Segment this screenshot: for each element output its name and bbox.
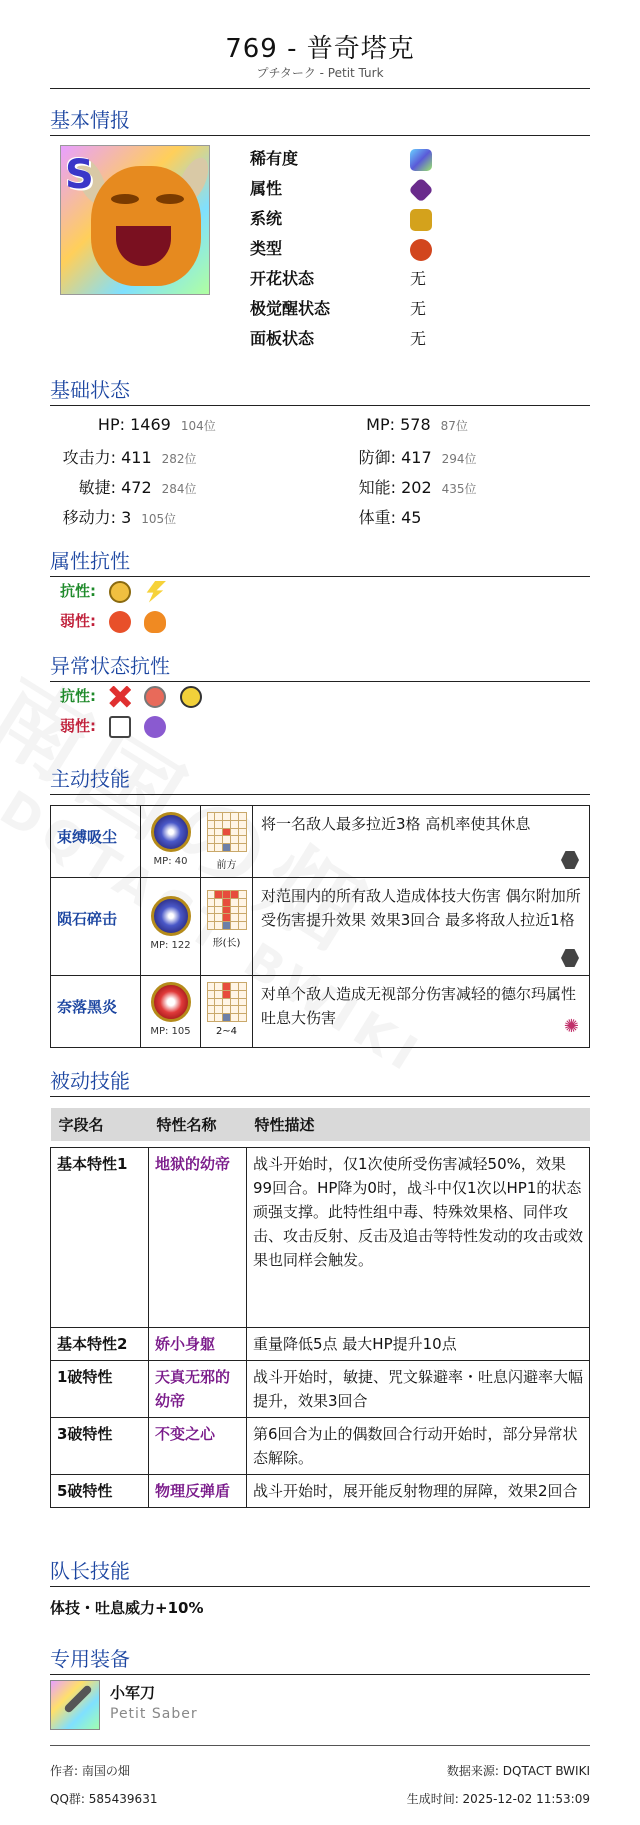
skill-mp: MP: 122 [150, 940, 191, 951]
stat-defense: 防御: 417 294位 [358, 448, 477, 467]
element-dark-icon [408, 177, 433, 202]
skill-orb-icon [151, 896, 191, 936]
passive-desc: 战斗开始时，展开能反射物理的屏障，效果2回合 [247, 1474, 590, 1507]
stat-move: 移动力: 3 105位 [62, 508, 177, 527]
stat-weight: 体重: 45 [358, 508, 422, 527]
system-crown-icon [410, 209, 432, 231]
passive-row [51, 1474, 590, 1507]
passive-field: 3破特性 [51, 1417, 149, 1474]
passive-name: 娇小身躯 [149, 1327, 247, 1360]
confusion-icon [144, 686, 166, 708]
passive-row [51, 1327, 590, 1360]
page-subtitle: プチターク - Petit Turk [256, 66, 384, 80]
equipment-name: 小军刀 [110, 1684, 156, 1702]
passive-row [51, 1360, 590, 1417]
range-grid-icon [207, 890, 247, 930]
passive-field: 1破特性 [51, 1360, 149, 1417]
skill-desc: 将一名敌人最多拉近3格 高机率使其休息 [261, 815, 531, 833]
neutral-element-icon [561, 949, 579, 967]
page-title: 769 - 普奇塔克 [225, 34, 415, 64]
passive-name: 天真无邪的幼帝 [149, 1360, 247, 1417]
active-skills-table [50, 805, 590, 1048]
stat-hp: HP: 1469 104位 [97, 415, 216, 434]
passive-field: 5破特性 [51, 1474, 149, 1507]
passive-header [51, 1108, 590, 1141]
type-attack-icon [410, 239, 432, 261]
skill-range-cell [201, 806, 253, 878]
info-element: 属性 [250, 176, 430, 202]
info-system: 系统 [250, 206, 432, 232]
rarity-badge-icon: S [65, 152, 94, 198]
skill-range-cell [201, 878, 253, 976]
stat-mp: MP: 578 87位 [366, 415, 468, 434]
section-active-skills: 主动技能 [50, 763, 590, 795]
fire-element-icon [109, 611, 131, 633]
section-abnormal-resist: 异常状态抗性 [50, 650, 590, 682]
info-type: 类型 [250, 236, 432, 262]
skill-icon-cell [141, 806, 201, 878]
rarity-s-icon [410, 149, 432, 171]
header-field: 字段名 [51, 1108, 149, 1141]
attr-weak-row: 弱性: [60, 610, 166, 636]
passive-desc: 第6回合为止的偶数回合行动开始时，部分异常状态解除。 [247, 1417, 590, 1474]
info-panel: 面板状态 无 [250, 329, 427, 348]
equipment-sword-icon [50, 1680, 100, 1730]
section-basic-info: 基本情报 [50, 104, 590, 136]
passive-name: 不变之心 [149, 1417, 247, 1474]
passive-desc: 战斗开始时，仅1次使所受伤害减轻50%，效果99回合。HP降为0时，战斗中仅1次以HP1的状态顽强支撑。此特性组中毒、特殊效果格、同伴攻击、攻击反射、反击及追击等特性发动的攻击或效果也同样会触发。 [247, 1147, 590, 1327]
header-name: 特性名称 [149, 1108, 247, 1141]
skill-icon-cell [141, 976, 201, 1048]
skill-name: 陨石碎击 [51, 878, 141, 976]
passive-row [51, 1147, 590, 1327]
skill-orb-icon [151, 982, 191, 1022]
footer-divider [50, 1745, 590, 1746]
section-passive-skills: 被动技能 [50, 1065, 590, 1097]
footer-author: 作者: 南国の畑 [50, 1764, 130, 1778]
passive-desc: 重量降低5点 最大HP提升10点 [247, 1327, 590, 1360]
stat-attack: 攻击力: 411 282位 [62, 448, 197, 467]
skill-icon-cell [141, 878, 201, 976]
range-grid-icon [207, 982, 247, 1022]
wind-element-icon [109, 581, 131, 603]
section-base-status: 基础状态 [50, 374, 590, 406]
leader-skill-text: 体技・吐息威力+10% [50, 1599, 204, 1617]
passive-skills-table [50, 1108, 590, 1508]
neutral-element-icon [561, 851, 579, 869]
lightning-element-icon [144, 581, 166, 603]
abnormal-weak-row: 弱性: [60, 715, 166, 741]
skill-range-cell [201, 976, 253, 1048]
info-awaken: 极觉醒状态 无 [250, 299, 427, 318]
skill-range-label: 2~4 [215, 1026, 238, 1037]
section-equipment: 专用装备 [50, 1643, 590, 1675]
abnormal-resist-row: 抗性: [60, 685, 202, 711]
passive-row [51, 1417, 590, 1474]
skill-desc-cell [253, 806, 590, 878]
skill-row [51, 806, 590, 878]
footer-source: 数据来源: DQTACT BWIKI [446, 1764, 590, 1778]
info-rarity: 稀有度 [250, 146, 432, 172]
passive-name: 地狱的幼帝 [149, 1147, 247, 1327]
skill-range-label: 前方 [216, 860, 237, 871]
footer-time: 生成时间: 2025-12-02 11:53:09 [406, 1792, 590, 1806]
paralysis-icon [180, 686, 202, 708]
stat-agility: 敏捷: 472 284位 [78, 478, 197, 497]
passive-field: 基本特性2 [51, 1327, 149, 1360]
section-attr-resist: 属性抗性 [50, 545, 590, 577]
range-grid-icon [207, 812, 247, 852]
skill-name: 奈落黑炎 [51, 976, 141, 1048]
stat-intelligence: 知能: 202 435位 [358, 478, 477, 497]
divider [50, 88, 590, 89]
info-bloom: 开花状态 无 [250, 269, 427, 288]
skill-desc-cell [253, 976, 590, 1048]
header-desc: 特性描述 [247, 1108, 590, 1141]
skill-row [51, 976, 590, 1048]
flame-element-icon [144, 611, 166, 633]
instant-death-icon [109, 686, 131, 708]
footer-qq: QQ群: 585439631 [50, 1792, 158, 1806]
passive-desc: 战斗开始时，敏捷、咒文躲避率・吐息闪避率大幅提升，效果3回合 [247, 1360, 590, 1417]
skill-desc: 对单个敌人造成无视部分伤害减轻的德尔玛属性吐息大伤害 [261, 985, 577, 1027]
dorma-element-icon: ✺ [563, 1016, 579, 1037]
skill-row [51, 878, 590, 976]
skill-mp: MP: 40 [153, 856, 188, 867]
monster-portrait [60, 145, 210, 295]
attr-resist-row: 抗性: [60, 580, 166, 606]
section-leader-skill: 队长技能 [50, 1555, 590, 1587]
skill-range-label: 形(长) [212, 938, 241, 949]
passive-name: 物理反弹盾 [149, 1474, 247, 1507]
skill-orb-icon [151, 812, 191, 852]
poison-icon [144, 716, 166, 738]
skill-desc: 对范围内的所有敌人造成体技大伤害 偶尔附加所受伤害提升效果 效果3回合 最多将敌人拉近1格 [261, 887, 581, 929]
skill-name: 束缚吸尘 [51, 806, 141, 878]
skill-mp: MP: 105 [150, 1026, 191, 1037]
skill-desc-cell [253, 878, 590, 976]
equipment-subname: Petit Saber [110, 1706, 198, 1722]
passive-field: 基本特性1 [51, 1147, 149, 1327]
sleep-icon [109, 716, 131, 738]
